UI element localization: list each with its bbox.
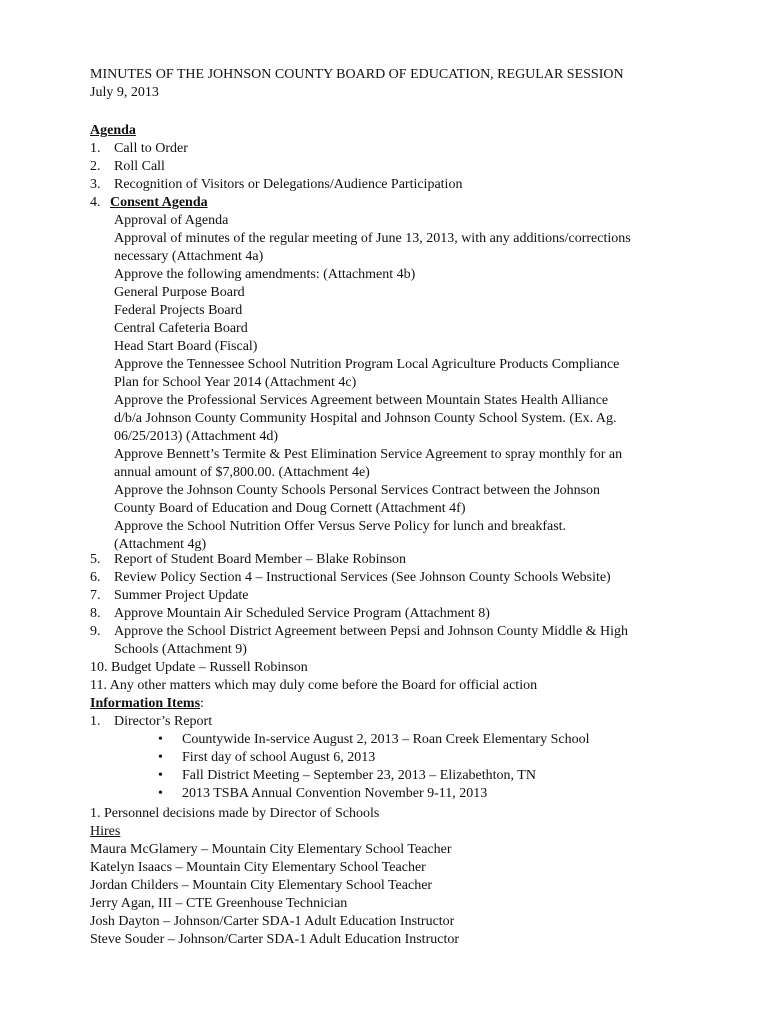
bullet-icon: • — [158, 786, 163, 801]
agenda-item-other-matters: 11. Any other matters which may duly come before the Board for official action — [90, 678, 538, 693]
consent-line: Head Start Board (Fiscal) — [114, 339, 258, 354]
agenda-item-summer-update: Summer Project Update — [114, 588, 249, 603]
consent-line: necessary (Attachment 4a) — [114, 249, 264, 264]
document-date: July 9, 2013 — [90, 85, 159, 100]
consent-line: County Board of Education and Doug Cornett (Attachment 4f) — [114, 501, 466, 516]
agenda-item-student-report: Report of Student Board Member – Blake Robinson — [114, 552, 407, 567]
hires-heading: Hires — [90, 824, 121, 839]
agenda-item-roll-call: Roll Call — [114, 159, 165, 174]
bullet-icon: • — [158, 732, 163, 747]
agenda-item-number: 5. — [90, 552, 101, 567]
agenda-item-mountain-air: Approve Mountain Air Scheduled Service Program (Attachment 8) — [114, 606, 490, 621]
bullet-item: First day of school August 6, 2013 — [182, 750, 376, 765]
agenda-item-review-policy: Review Policy Section 4 – Instructional Services (See Johnson County Schools Website) — [114, 570, 611, 585]
agenda-item-number: 7. — [90, 588, 101, 603]
bullet-item: Countywide In-service August 2, 2013 – Roan Creek Elementary School — [182, 732, 590, 747]
hire-entry: Jerry Agan, III – CTE Greenhouse Technician — [90, 896, 348, 911]
bullet-item: 2013 TSBA Annual Convention November 9-11, 2013 — [182, 786, 488, 801]
consent-line: Approval of Agenda — [114, 213, 229, 228]
hire-entry: Katelyn Isaacs – Mountain City Elementary School Teacher — [90, 860, 426, 875]
agenda-item-number: 4. — [90, 195, 101, 210]
information-items-label: Information Items — [90, 696, 201, 711]
agenda-item-pepsi-agreement-cont: Schools (Attachment 9) — [114, 642, 247, 657]
personnel-decisions: 1. Personnel decisions made by Director of Schools — [90, 806, 380, 821]
consent-line: General Purpose Board — [114, 285, 245, 300]
consent-line: annual amount of $7,800.00. (Attachment 4e) — [114, 465, 370, 480]
information-items-heading — [90, 695, 204, 713]
consent-line: Federal Projects Board — [114, 303, 243, 318]
hire-entry: Maura McGlamery – Mountain City Elementary School Teacher — [90, 842, 452, 857]
consent-line: Approve the Professional Services Agreement between Mountain States Health Alliance — [114, 393, 609, 408]
consent-line: Approve the School Nutrition Offer Versus Serve Policy for lunch and breakfast. — [114, 519, 567, 534]
consent-line: (Attachment 4g) — [114, 537, 207, 552]
agenda-item-number: 6. — [90, 570, 101, 585]
consent-line: Approve Bennett’s Termite & Pest Elimination Service Agreement to spray monthly for an — [114, 447, 623, 462]
info-item-directors-report: Director’s Report — [114, 714, 213, 729]
agenda-item-number: 1. — [90, 141, 101, 156]
bullet-icon: • — [158, 768, 163, 783]
info-item-number: 1. — [90, 714, 101, 729]
consent-line: Central Cafeteria Board — [114, 321, 248, 336]
agenda-item-number: 9. — [90, 624, 101, 639]
agenda-item-call-to-order: Call to Order — [114, 141, 188, 156]
consent-agenda-heading: Consent Agenda — [110, 195, 208, 210]
consent-line: Approve the following amendments: (Attachment 4b) — [114, 267, 416, 282]
agenda-item-pepsi-agreement: Approve the School District Agreement between Pepsi and Johnson County Middle & High — [114, 624, 629, 639]
consent-line: Plan for School Year 2014 (Attachment 4c) — [114, 375, 357, 390]
agenda-heading: Agenda — [90, 123, 136, 138]
bullet-item: Fall District Meeting – September 23, 2013 – Elizabethton, TN — [182, 768, 536, 783]
agenda-item-recognition: Recognition of Visitors or Delegations/Audience Participation — [114, 177, 463, 192]
consent-line: 06/25/2013) (Attachment 4d) — [114, 429, 279, 444]
agenda-item-number: 2. — [90, 159, 101, 174]
bullet-icon: • — [158, 750, 163, 765]
agenda-item-number: 3. — [90, 177, 101, 192]
consent-line: Approve the Johnson County Schools Personal Services Contract between the Johnson — [114, 483, 601, 498]
hire-entry: Josh Dayton – Johnson/Carter SDA-1 Adult Education Instructor — [90, 914, 455, 929]
agenda-item-budget-update: 10. Budget Update – Russell Robinson — [90, 660, 308, 675]
hire-entry: Jordan Childers – Mountain City Elementary School Teacher — [90, 878, 433, 893]
consent-line: d/b/a Johnson County Community Hospital and Johnson County School System. (Ex. Ag. — [114, 411, 617, 426]
consent-line: Approve the Tennessee School Nutrition Program Local Agriculture Products Compliance — [114, 357, 620, 372]
information-items-colon: : — [200, 696, 204, 711]
hire-entry: Steve Souder – Johnson/Carter SDA-1 Adult Education Instructor — [90, 932, 460, 947]
agenda-item-number: 8. — [90, 606, 101, 621]
consent-line: Approval of minutes of the regular meeting of June 13, 2013, with any additions/corrections — [114, 231, 631, 246]
document-title: MINUTES OF THE JOHNSON COUNTY BOARD OF EDUCATION, REGULAR SESSION — [90, 67, 624, 82]
